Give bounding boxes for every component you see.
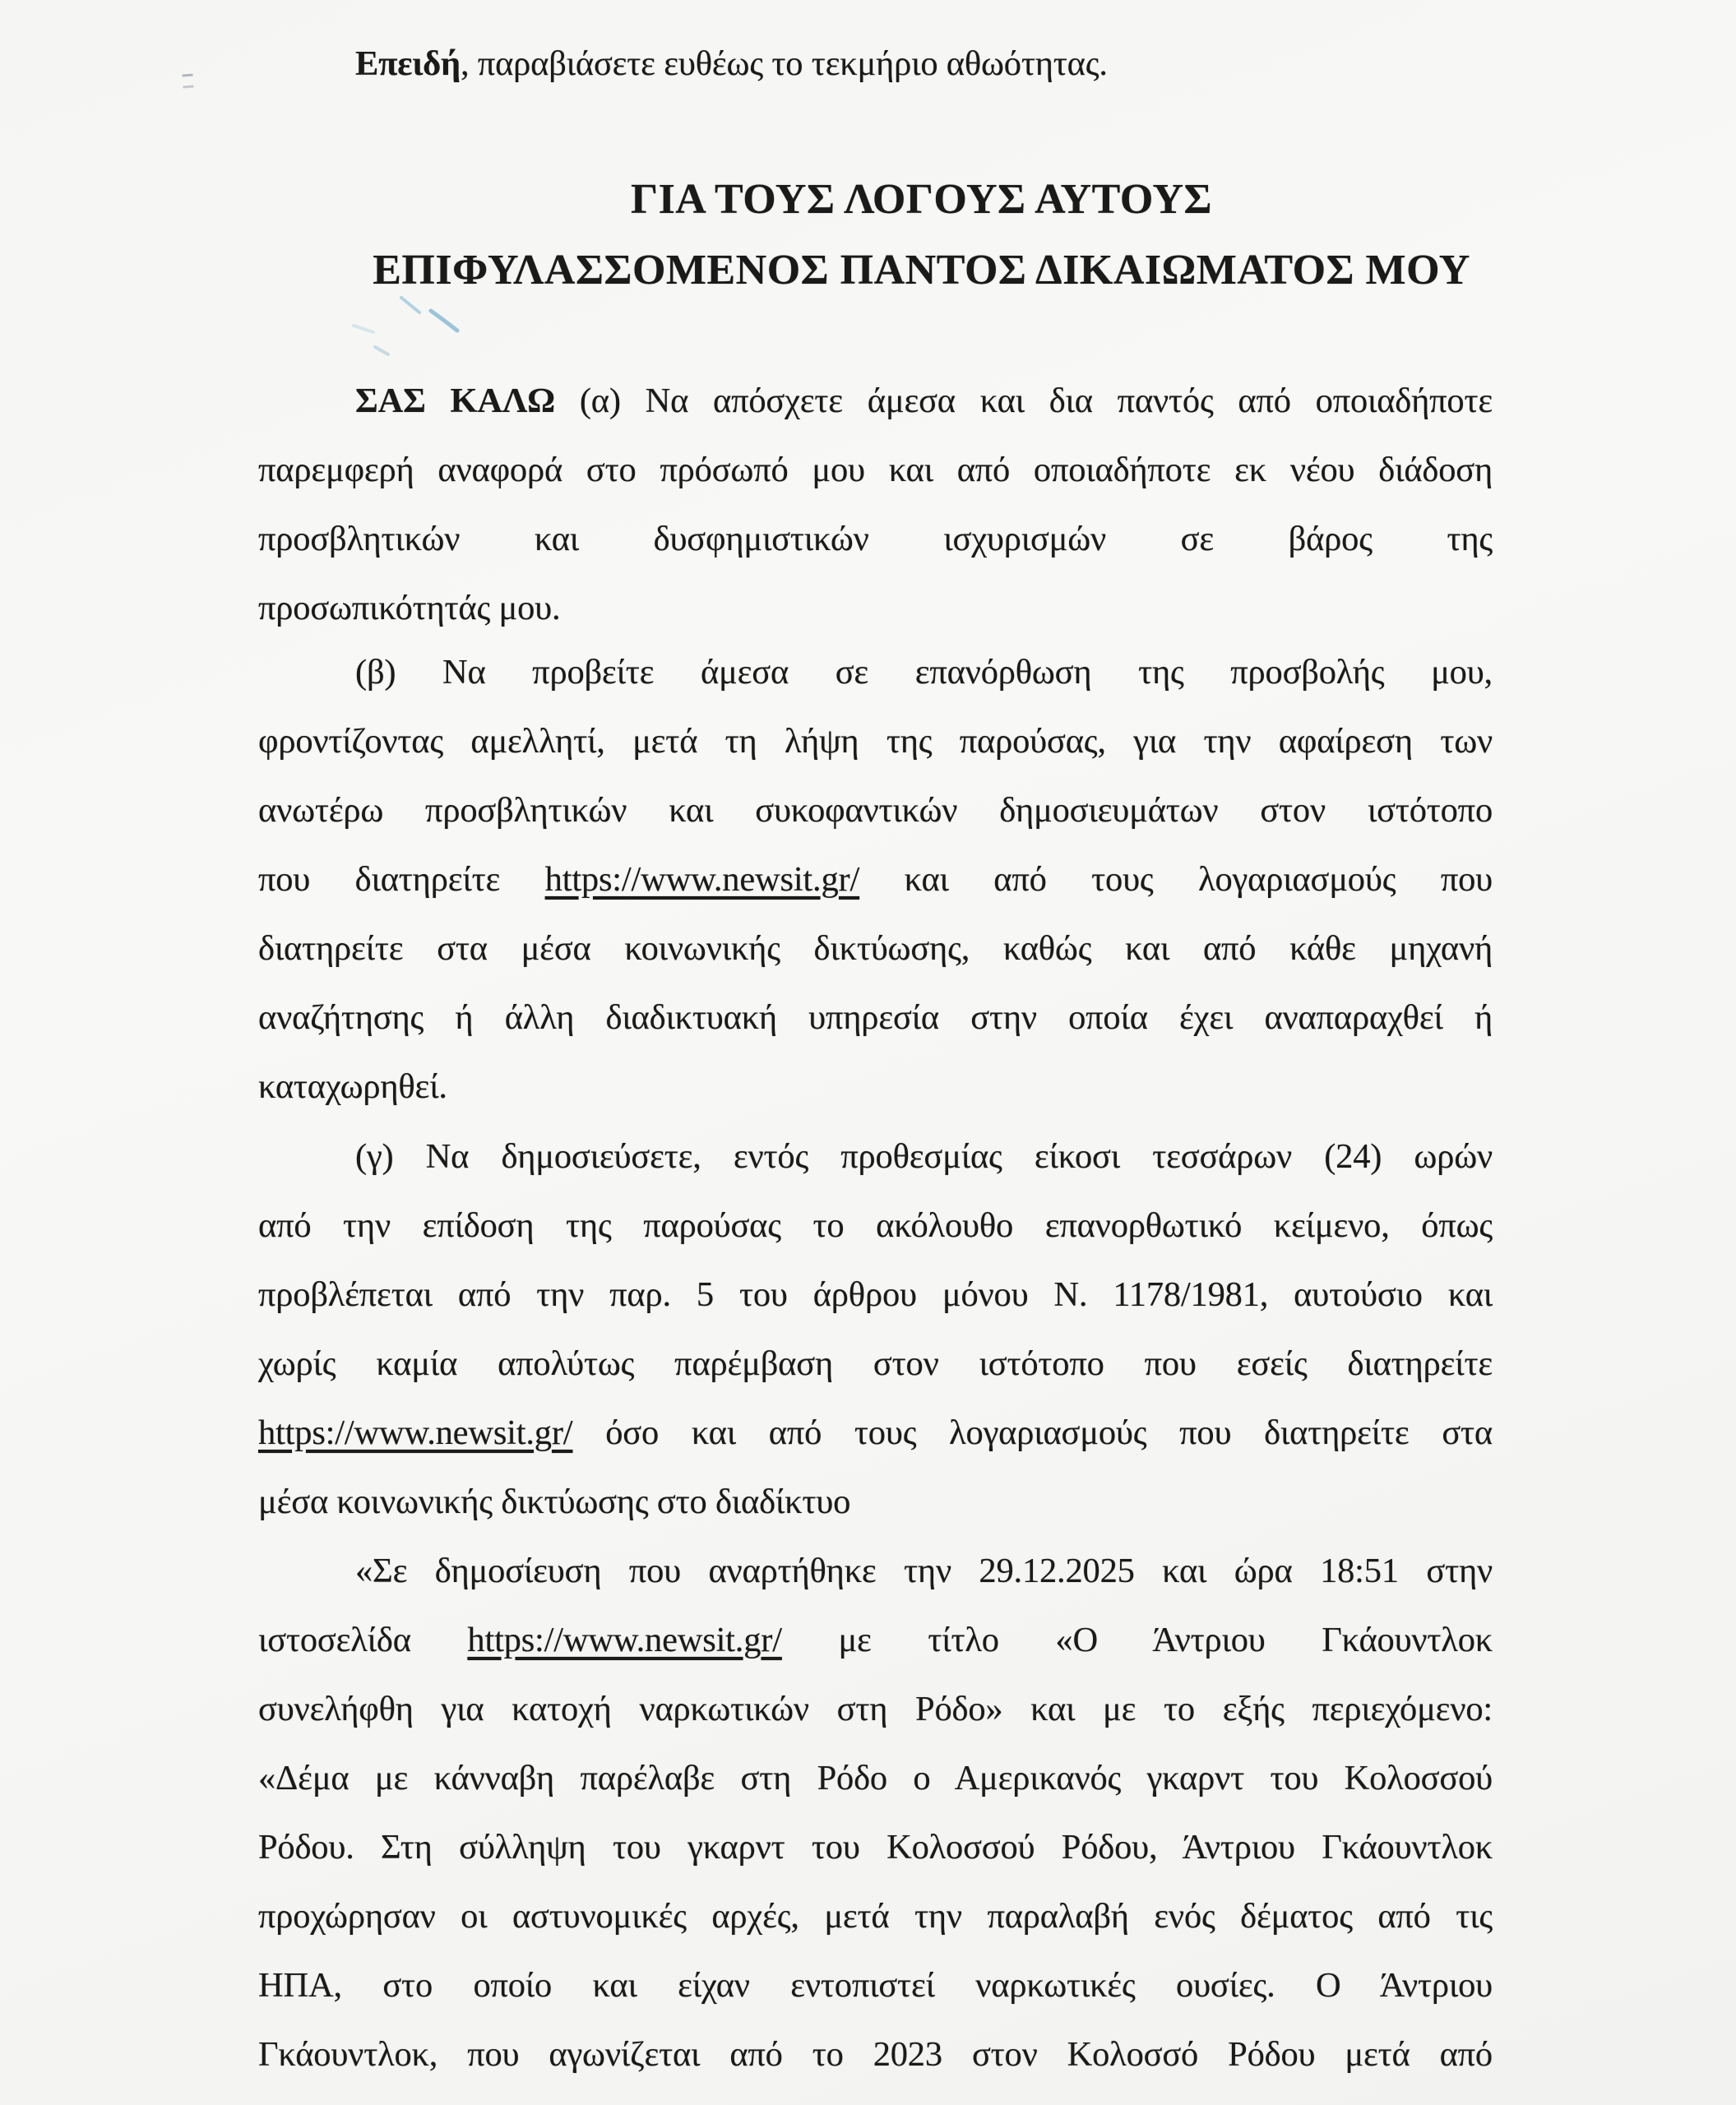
doc-line: προβλέπεται από την παρ. 5 του άρθρου μόνου Ν. 1178/1981, αυτούσιο και <box>258 1275 1493 1314</box>
doc-line: προχώρησαν οι αστυνομικές αρχές, μετά την παραλαβή ενός δέματος από τις <box>258 1897 1493 1936</box>
heading-for-these-reasons <box>258 165 1493 234</box>
doc-line: χωρίς καμία απολύτως παρέμβαση στον ιστότοπο που εσείς διατηρείτε <box>258 1344 1493 1383</box>
doc-line-text: ιστοσελίδα <box>258 1621 468 1659</box>
doc-line: συνελήφθη για κατοχή ναρκωτικών στη Ρόδο» και με το εξής περιεχόμενο: <box>258 1690 1493 1728</box>
doc-line-text: (α) Να απόσχετε άμεσα και δια παντός από οποιαδήποτε <box>554 382 1493 420</box>
doc-line: Ρόδου. Στη σύλληψη του γκαρντ του Κολοσσού Ρόδου, Άντριου Γκάουντλοκ <box>258 1828 1493 1867</box>
doc-line: φροντίζοντας αμελλητί, μετά τη λήψη της παρούσας, για την αφαίρεση των <box>258 722 1493 761</box>
pen-stroke <box>375 347 388 354</box>
doc-line: προσωπικότητάς μου. <box>258 589 561 627</box>
premise-keyword: Επειδή <box>355 44 461 83</box>
newsit-url-link-2: https://www.newsit.gr/ <box>258 1413 573 1452</box>
doc-line: καταχωρηθεί. <box>258 1067 447 1106</box>
pencil-smudge-mark <box>182 74 193 89</box>
demand-c-paragraph <box>258 1122 1493 1537</box>
newsit-url-link-1: https://www.newsit.gr/ <box>544 860 860 899</box>
doc-line: «Σε δημοσίευση που αναρτήθηκε την 29.12.2025 και ώρα 18:51 στην <box>355 1552 1493 1590</box>
doc-line <box>258 1606 1493 1675</box>
doc-line: προσβλητικών και δυσφημιστικών ισχυρισμών σε βάρος της <box>258 520 1493 558</box>
doc-line: (β) Να προβείτε άμεσα σε επανόρθωση της προσβολής μου, <box>355 653 1493 692</box>
premise-text: , παραβιάσετε ευθέως το τεκμήριο αθωότητας. <box>460 44 1108 83</box>
doc-line: μέσα κοινωνικής δικτύωσης στο διαδίκτυο <box>258 1483 851 1521</box>
heading-line: ΓΙΑ ΤΟΥΣ ΛΟΓΟΥΣ ΑΥΤΟΥΣ <box>630 176 1212 223</box>
doc-line: διατηρείτε στα μέσα κοινωνικής δικτύωσης, καθώς και από κάθε μηχανή <box>258 929 1493 968</box>
doc-line-text: και από τους λογαριασμούς που <box>859 860 1493 899</box>
sas-kalo-bold: ΣΑΣ ΚΑΛΩ <box>355 382 555 420</box>
doc-line: ανωτέρω προσβλητικών και συκοφαντικών δημοσιευμάτων στον ιστότοπο <box>258 791 1493 830</box>
doc-line: αναζήτησης ή άλλη διαδικτυακή υπηρεσία στην οποία έχει αναπαραχθεί ή <box>258 998 1493 1037</box>
demand-b-paragraph <box>258 638 1493 1122</box>
doc-line: ΗΠΑ, στο οποίο και είχαν εντοπιστεί ναρκωτικές ουσίες. Ο Άντριου <box>258 1966 1493 2005</box>
doc-line-text: που διατηρείτε <box>258 860 545 899</box>
heading-reserving-every-right <box>258 236 1493 305</box>
doc-line: (γ) Να δημοσιεύσετε, εντός προθεσμίας είκοσι τεσσάρων (24) ωρών <box>355 1137 1493 1176</box>
doc-line <box>258 845 1493 914</box>
heading-line: ΕΠΙΦΥΛΑΣΣΟΜΕΝΟΣ ΠΑΝΤΟΣ ΔΙΚΑΙΩΜΑΤΟΣ ΜΟΥ <box>373 247 1470 294</box>
doc-line: από την επίδοση της παρούσας το ακόλουθο επανορθωτικό κείμενο, όπως <box>258 1206 1493 1245</box>
doc-line: Γκάουντλοκ, που αγωνίζεται από το 2023 στον Κολοσσό Ρόδου μετά από <box>258 2035 1493 2074</box>
doc-line-text: με τίτλο «Ο Άντριου Γκάουντλοκ <box>781 1621 1493 1659</box>
correction-quote-paragraph <box>258 1537 1493 2089</box>
doc-line: παρεμφερή αναφορά στο πρόσωπό μου και από οποιαδήποτε εκ νέου διάδοση <box>258 451 1493 489</box>
doc-line <box>258 367 1493 436</box>
doc-line <box>258 1399 1493 1468</box>
pen-stroke <box>431 311 457 331</box>
premise-line <box>258 30 1493 99</box>
demand-a-paragraph <box>258 367 1493 643</box>
doc-line-text: όσο και από τους λογαριασμούς που διατηρείτε στα <box>572 1413 1493 1452</box>
pen-stroke <box>354 326 373 332</box>
doc-line: «Δέμα με κάνναβη παρέλαβε στη Ρόδο ο Αμερικανός γκαρντ του Κολοσσού <box>258 1759 1493 1797</box>
premise-paragraph <box>258 30 1493 99</box>
newsit-url-link-3: https://www.newsit.gr/ <box>467 1621 782 1659</box>
